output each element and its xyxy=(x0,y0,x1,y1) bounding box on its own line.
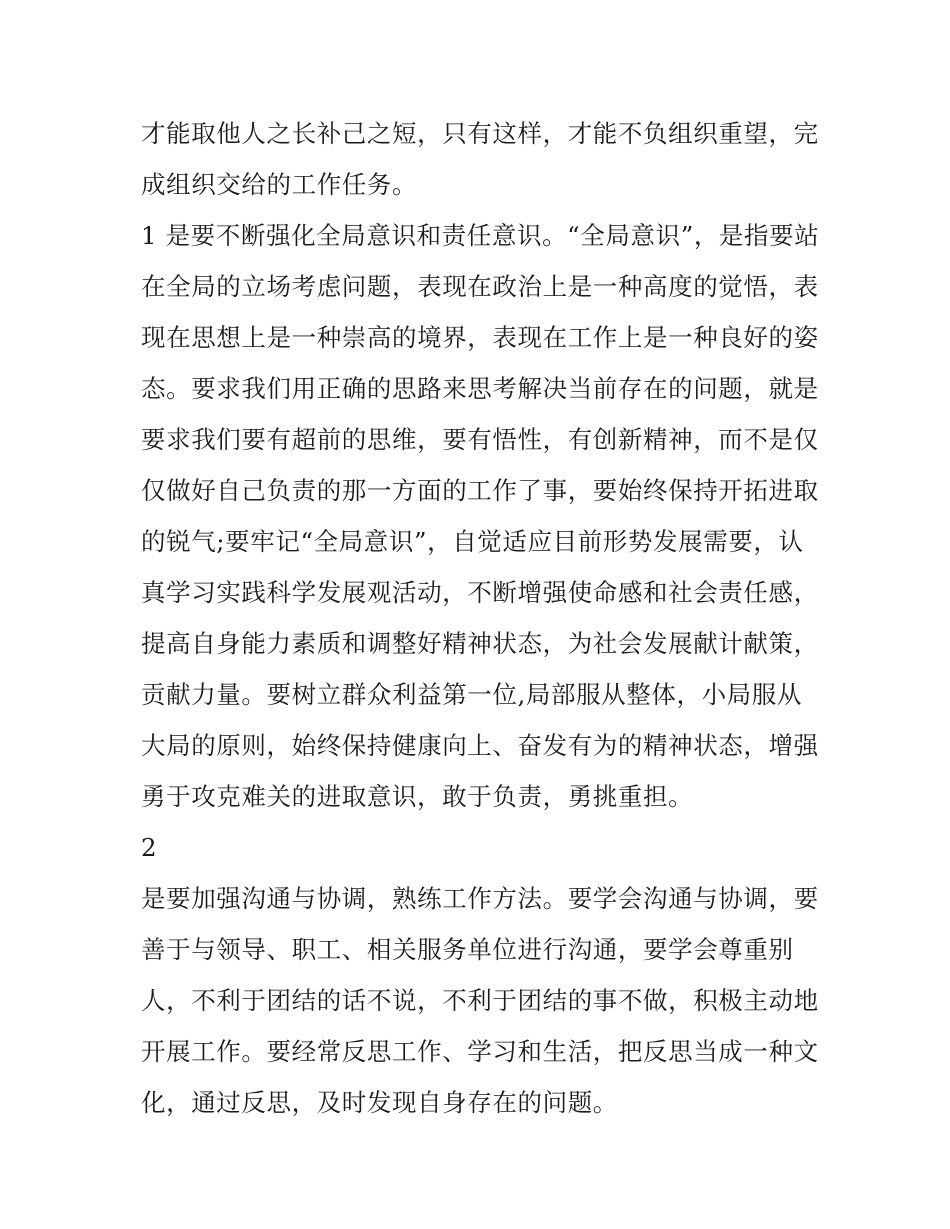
text-line: 贡献力量。要树立群众利益第一位,局部服从整体，小局服从 xyxy=(141,680,802,709)
text-line: 现在思想上是一种崇高的境界，表现在工作上是一种良好的姿 xyxy=(141,323,819,352)
text-line: 开展工作。要经常反思工作、学习和生活，把反思当成一种文 xyxy=(141,1037,819,1066)
text-line: 真学习实践科学发展观活动，不断增强使命感和社会责任感， xyxy=(141,578,819,607)
text-line: 的锐气;要牢记“全局意识”，自觉适应目前形势发展需要，认 xyxy=(141,527,804,556)
text-line: 仅做好自己负责的那一方面的工作了事，要始终保持开拓进取 xyxy=(141,476,819,505)
text-line: 化，通过反思，及时发现自身存在的问题。 xyxy=(141,1088,618,1117)
text-line: 是要加强沟通与协调，熟练工作方法。要学会沟通与协调，要 xyxy=(141,884,819,913)
text-line: 勇于攻克难关的进取意识，敢于负责，勇挑重担。 xyxy=(141,782,694,811)
section-number: 2 xyxy=(141,833,158,862)
text-line: 善于与领导、职工、相关服务单位进行沟通，要学会尊重别 xyxy=(141,935,794,964)
text-line: 人，不利于团结的话不说，不利于团结的事不做，积极主动地 xyxy=(141,986,819,1015)
body-text xyxy=(141,108,821,1128)
text-line: 成组织交给的工作任务。 xyxy=(141,170,418,199)
text-line: 才能取他人之长补己之短，只有这样，才能不负组织重望，完 xyxy=(141,119,819,148)
text-line: 1 是要不断强化全局意识和责任意识。“全局意识”，是指要站 xyxy=(141,221,820,250)
text-line: 大局的原则，始终保持健康向上、奋发有为的精神状态，增强 xyxy=(141,731,819,760)
text-line: 态。要求我们用正确的思路来思考解决当前存在的问题，就是 xyxy=(141,374,819,403)
text-line: 提高自身能力素质和调整好精神状态，为社会发展献计献策， xyxy=(141,629,819,658)
text-line: 在全局的立场考虑问题，表现在政治上是一种高度的觉悟，表 xyxy=(141,272,819,301)
text-line: 要求我们要有超前的思维，要有悟性，有创新精神，而不是仅 xyxy=(141,425,819,454)
